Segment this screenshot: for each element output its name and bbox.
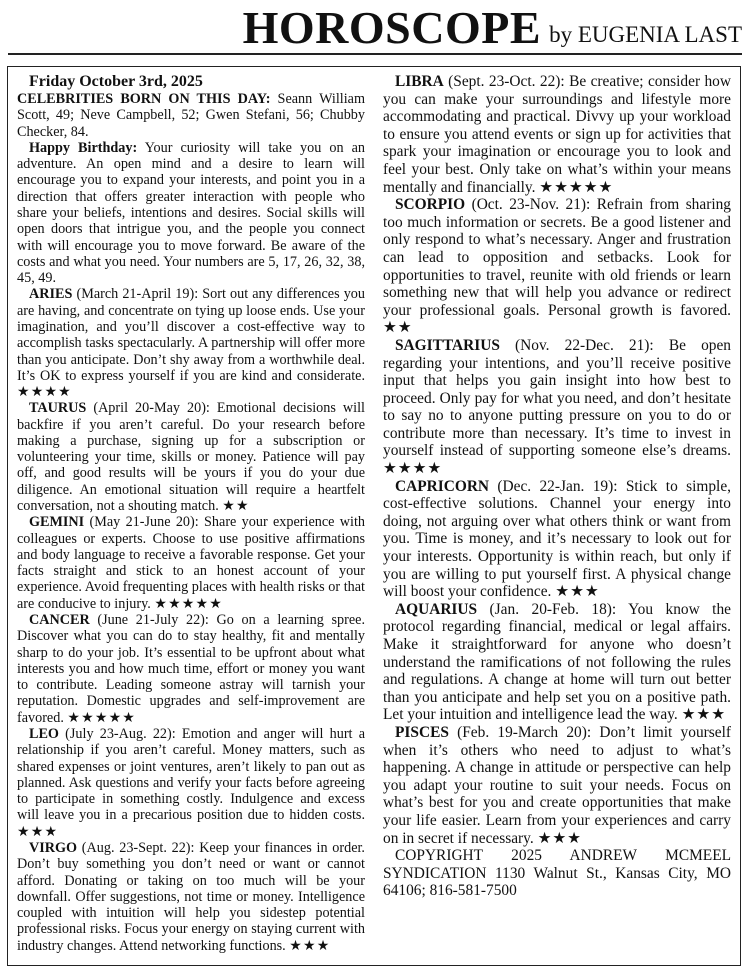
page-title: HOROSCOPE: [242, 2, 542, 53]
column-left: [17, 73, 365, 961]
celebrities-heading: CELEBRITIES BORN ON THIS DAY:: [17, 91, 271, 107]
sign-cancer: [17, 612, 365, 726]
sign-text: Share your experience with colleagues or experts. Choose to use positive affirmations and body language to receive a favorable response. Get your facts straight and stick to an honest account of your experience. Avoid frequenting places with health risks or that are conducive to injury.: [17, 514, 365, 612]
sign-name: LIBRA: [395, 73, 444, 90]
sign-gemini: [17, 514, 365, 612]
horoscope-box: [7, 66, 741, 966]
sign-name: SCORPIO: [395, 196, 466, 214]
sign-text: Emotion and anger will hurt a relationship if you aren’t careful. Money matters, such as shared expenses or joint ventures, aren’t likely to pan out as planned. Ask questions and verify your facts before agreeing to participate in something costly. Indulgence and excess will leave you in a precarious position due to hidden costs.: [17, 725, 365, 824]
birthday-paragraph: [17, 140, 365, 287]
sign-dates: (Aug. 23-Sept. 22):: [77, 839, 200, 856]
celebrities-text: Seann William Scott, 49; Neve Campbell, 52; Gwen Stefani, 56; Chubby Checker, 84.: [17, 91, 365, 140]
date-heading: Friday October 3rd, 2025: [29, 73, 203, 90]
star-rating: ★★★★: [383, 460, 443, 478]
sign-dates: (June 21-July 22):: [89, 612, 217, 628]
sign-text: Refrain from sharing too much information or secrets. Be a good listener and only respond to what’s necessary. Anger and frustration can lead to opposition and setbacks. Look for opportunities to travel, reunite with old friends or learn something new that will help you advance or redirect your professional goals. Personal growth is favored.: [383, 196, 732, 319]
byline: by EUGENIA LAST: [549, 22, 742, 47]
sign-virgo: [17, 840, 365, 954]
sign-sagittarius: [383, 337, 731, 478]
sign-text: Be creative; consider how you can make your surroundings and lifestyle more accommodating and practical. Divvy up your workload to ensure you attend events or sign up for activities that spark your imagination or encourage you to look and feel your best. Only take on what’s within your means mentally and financially.: [383, 73, 731, 196]
sign-dates: (May 21-June 20):: [84, 514, 205, 531]
star-rating: ★★★: [555, 583, 600, 601]
sign-name: AQUARIUS: [395, 600, 478, 618]
sign-libra: [383, 73, 731, 196]
sign-dates: (Jan. 20-Feb. 18):: [477, 600, 629, 618]
birthday-heading: Happy Birthday:: [29, 139, 138, 156]
sign-text: Keep your finances in order. Don’t buy something you don’t need or want or cannot afford. Donating or taking on too much will be your downfall. Offer suggestions, not time or money. Intelligence coupled with intuition will help you sidestep potential professional risks. Focus your energy on staying current with industry changes. Attend networking functions.: [17, 839, 365, 954]
star-rating: ★★★★★: [154, 595, 223, 612]
star-rating: ★★★★★: [539, 178, 614, 196]
star-rating: ★★★: [537, 829, 582, 847]
star-rating: ★★★★★: [67, 709, 137, 726]
sign-dates: (Feb. 19-March 20):: [448, 723, 600, 741]
sign-name: GEMINI: [29, 514, 85, 531]
sign-aquarius: [383, 601, 731, 724]
sign-dates: (March 21-April 19):: [72, 286, 203, 303]
sign-dates: (Oct. 23-Nov. 21):: [465, 196, 597, 214]
sign-dates: (Nov. 22-Dec. 21):: [499, 336, 669, 354]
star-rating: ★★: [383, 319, 413, 337]
sign-leo: [17, 726, 365, 840]
sign-scorpio: [383, 196, 731, 337]
masthead: [8, 0, 742, 55]
sign-name: ARIES: [29, 286, 73, 303]
sign-pisces: [383, 724, 731, 847]
column-right: [383, 73, 731, 961]
sign-text: Be open regarding your intentions, and you’ll receive positive input that helps you gain insight into how best to proceed. Only pay for what you need, and don’t hesitate to say no to anyone putting pressure on you to do or contribute more than necessary. It’s time to invest in yourself instead of supporting someone else’s dreams.: [383, 336, 731, 460]
copyright-notice: COPYRIGHT 2025 ANDREW MCMEEL SYNDICATION 1130 Walnut St., Kansas City, MO 64106; 816-581-7500: [383, 847, 731, 900]
sign-name: CANCER: [29, 612, 90, 628]
sign-name: TAURUS: [29, 400, 87, 417]
sign-dates: (Sept. 23-Oct. 22):: [443, 73, 570, 90]
sign-taurus: [17, 400, 365, 514]
star-rating: ★★★: [681, 706, 727, 724]
sign-text: Sort out any differences you are having, and concentrate on tying up loose ends. Use your imagination, and you’ll discover a cost-effective way to accomplish tasks spectacularly. A partnership will offer more than you anticipate. Don’t shy away from a worthwhile deal. It’s OK to express yourself if you are kind and considerate.: [17, 286, 365, 384]
star-rating: ★★★: [17, 823, 59, 840]
sign-dates: (Dec. 22-Jan. 19):: [489, 477, 626, 495]
sign-text: Don’t limit yourself when it’s others who need to adjust to what’s happening. A change in attitude or perspective can help you adapt your routine to suit your needs. Focus on what’s best for you and create opportunities that make your life easier. Learn from your experiences and carry on in secret if necessary.: [383, 723, 731, 847]
sign-name: LEO: [29, 725, 59, 742]
celebrities-paragraph: [17, 91, 365, 140]
sign-name: SAGITTARIUS: [395, 336, 500, 354]
sign-name: CAPRICORN: [395, 477, 490, 495]
sign-name: VIRGO: [29, 839, 78, 856]
sign-text: Go on a learning spree. Discover what you can do to stay healthy, fit and mentally sharp to do your job. It’s essential to be upfront about what interests you and how much time, effort or money you want to contribute. Leading someone astray will tarnish your reputation. Domestic upgrades and self-improvement are favored.: [17, 612, 365, 726]
sign-text: Emotional decisions will backfire if you aren’t careful. Do your research before making a purchase, signing up for a subscription or volunteering your time, skills or money. Patience will pay off, and good results will be yours if you do your due diligence. An emotional situation will require a heartfelt conversation, not a shouting match.: [17, 400, 365, 515]
sign-dates: (July 23-Aug. 22):: [58, 725, 182, 742]
star-rating: ★★★★: [17, 384, 72, 401]
sign-name: PISCES: [395, 723, 449, 741]
star-rating: ★★★: [289, 937, 331, 954]
sign-aries: [17, 286, 365, 400]
star-rating: ★★: [222, 498, 250, 515]
sign-text: Stick to simple, cost-effective solutions. Channel your energy into doing, not arguing over what others think or want from you. Time is money, and it’s necessary to look out for your interests. Opportunity is within reach, but only if you are willing to put yourself first. A physical change will boost your confidence.: [383, 477, 731, 601]
sign-capricorn: [383, 478, 731, 601]
birthday-text: Your curiosity will take you on an adventure. An open mind and a desire to learn will encourage you to expand your interests, and point you in a direction that offers greater interaction with people who share your beliefs, intentions and desires. Social skills will open doors that intrigue you, and the people you connect with will encourage you to move forward. Be aware of the costs and what you need. Your numbers are 5, 17, 26, 32, 38, 45, 49.: [17, 139, 366, 287]
sign-text: You know the protocol regarding financial, medical or legal affairs. Make it straightforward for anyone who doesn’t understand the ramifications of not following the rules and regulations. A change at home will turn out better than you anticipate and help set you on a positive path. Let your intuition and intelligence lead the way.: [383, 600, 731, 724]
sign-dates: (April 20-May 20):: [86, 400, 217, 417]
